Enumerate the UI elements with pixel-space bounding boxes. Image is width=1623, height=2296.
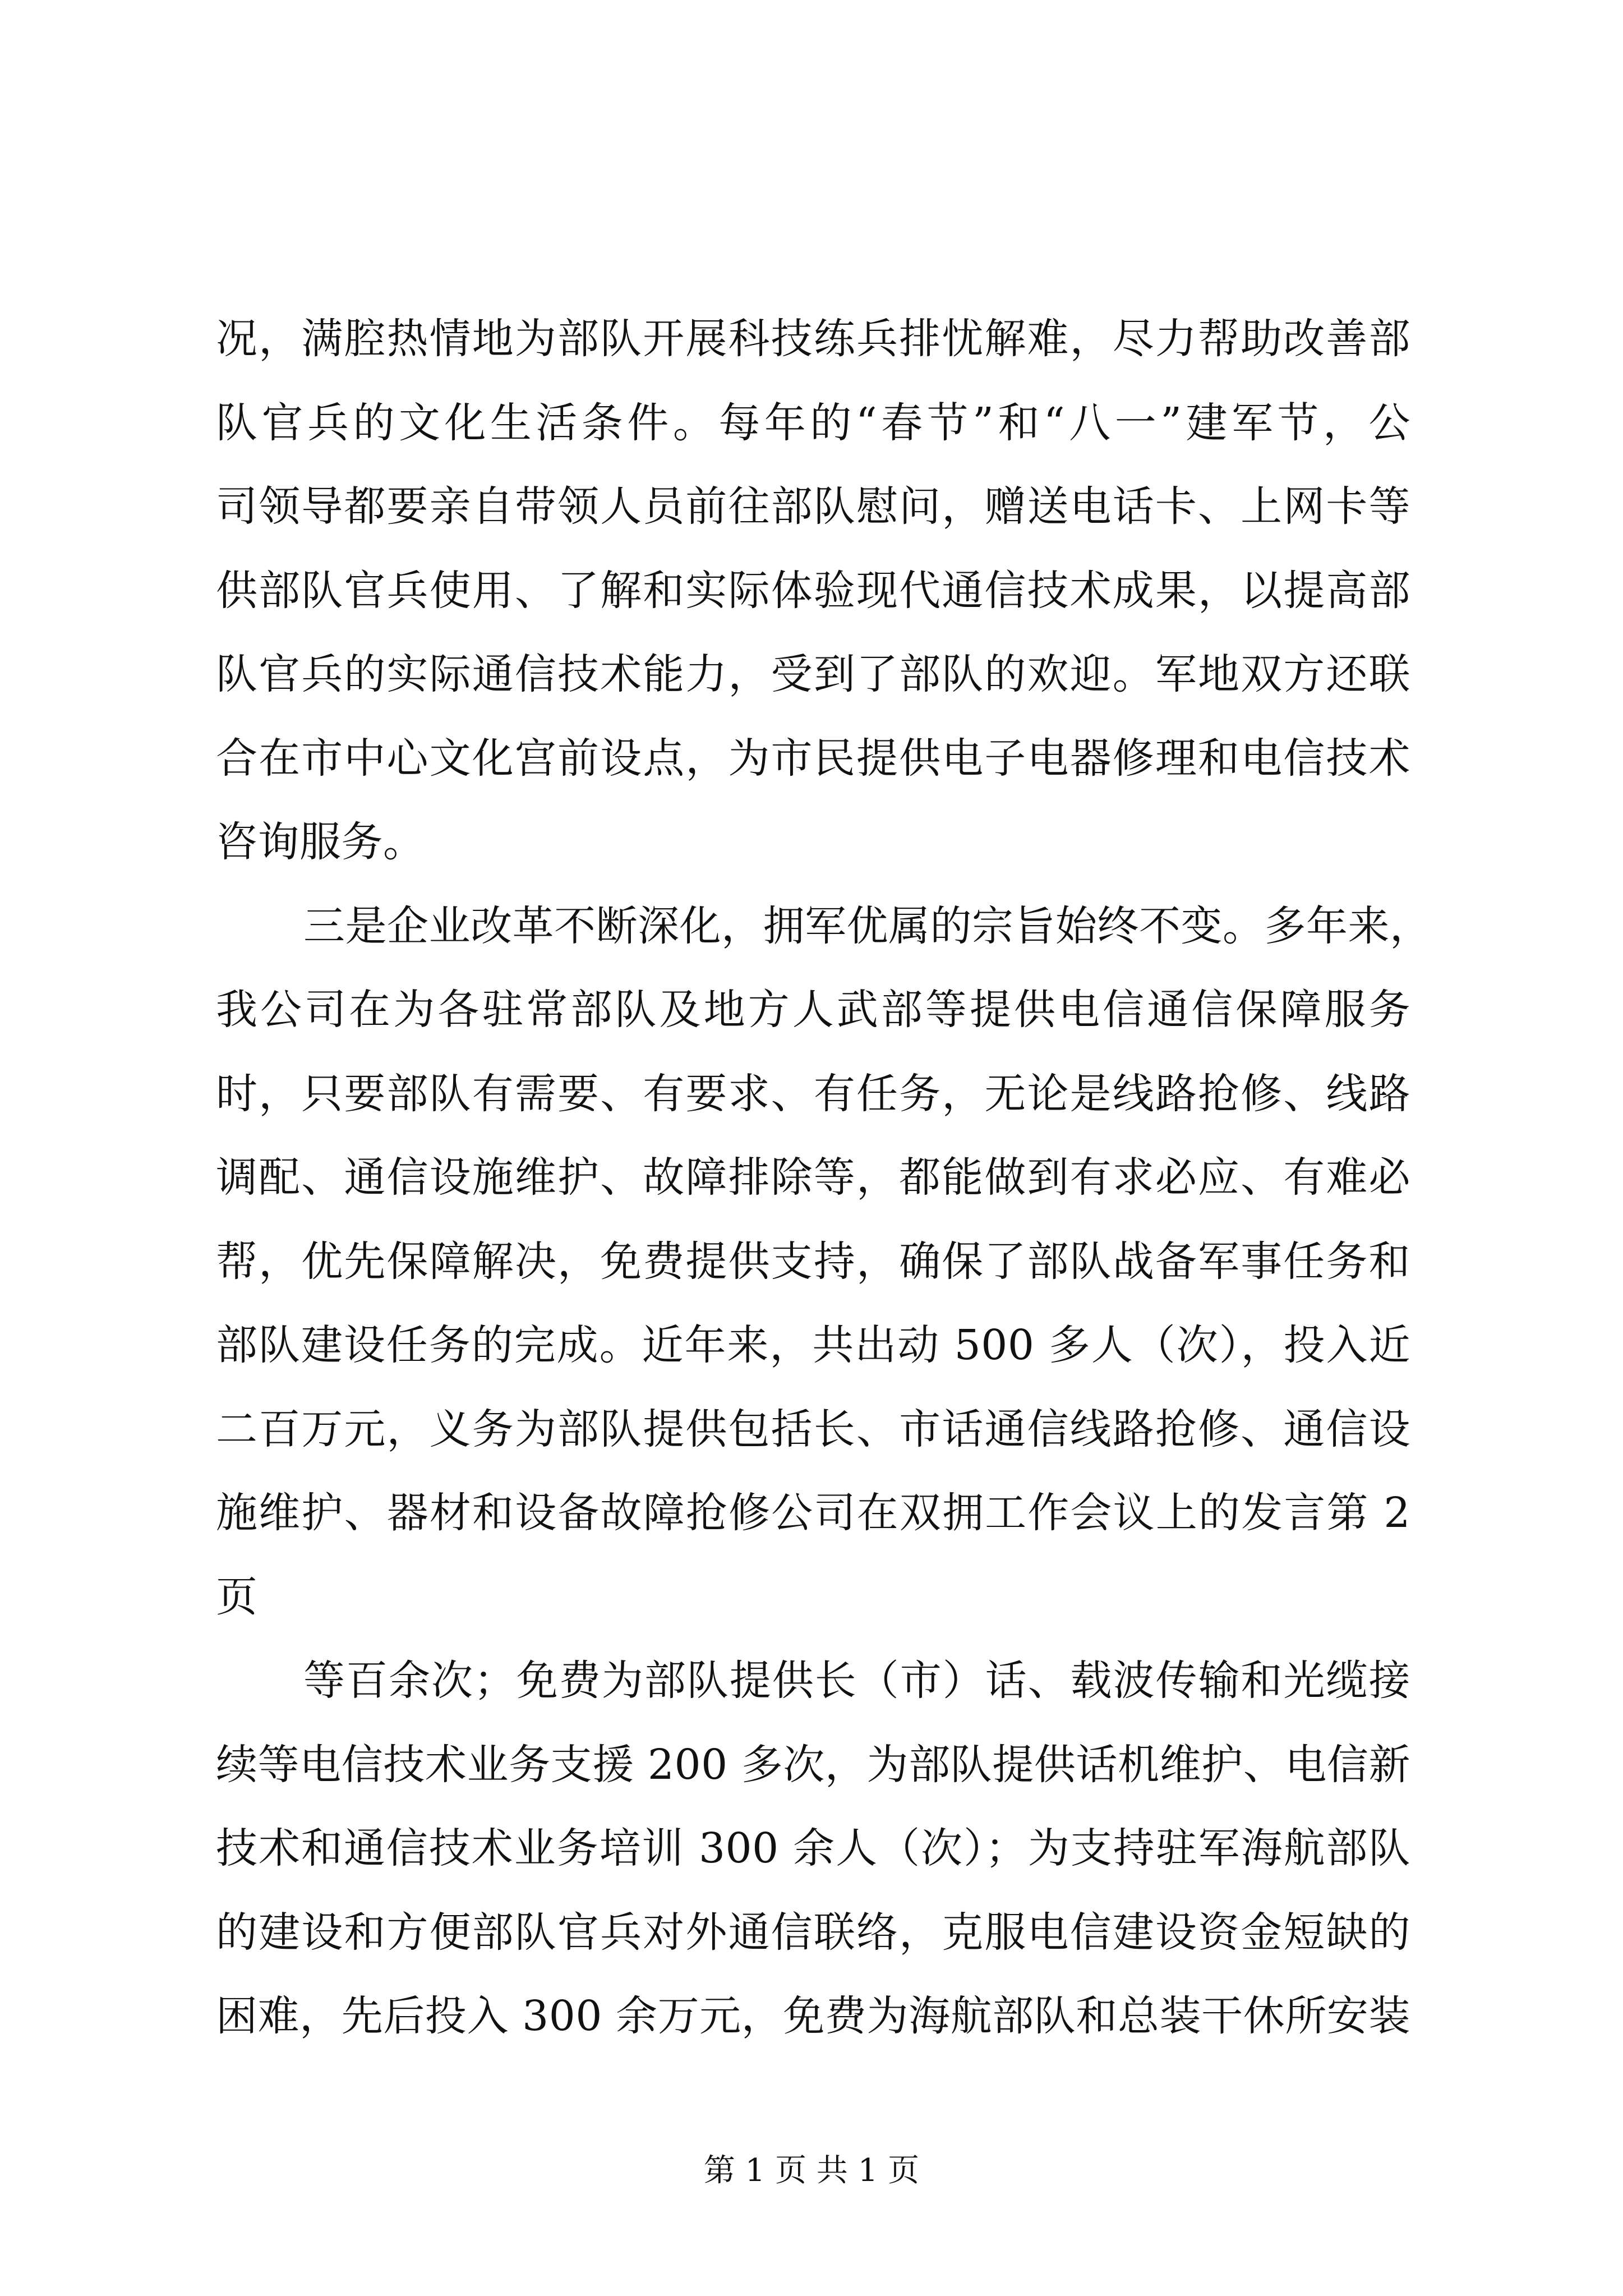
- text-line: 施维护、器材和设备故障抢修公司在双拥工作会议上的发言第 2: [216, 1489, 1410, 1537]
- text-line: 技术和通信技术业务培训 300 余人（次）；为支持驻军海航部队: [216, 1824, 1410, 1872]
- text-line: 队官兵的文化生活条件。每年的“春节”和“八一”建军节，公: [216, 398, 1410, 447]
- text-line: 二百万元，义务为部队提供包括长、市话通信线路抢修、通信设: [216, 1405, 1410, 1453]
- text-line: 司领导都要亲自带领人员前往部队慰问，赠送电话卡、上网卡等: [216, 482, 1410, 531]
- text-line: 页: [216, 1572, 258, 1621]
- text-line: 合在市中心文化宫前设点，为市民提供电子电器修理和电信技术: [216, 734, 1410, 783]
- text-line: 咨询服务。: [216, 818, 425, 866]
- text-line: 时，只要部队有需要、有要求、有任务，无论是线路抢修、线路: [216, 1069, 1410, 1118]
- text-line: 困难，先后投入 300 余万元，免费为海航部队和总装干休所安装: [216, 1992, 1410, 2040]
- text-line: 部队建设任务的完成。近年来，共出动 500 多人（次），投入近: [216, 1321, 1410, 1369]
- text-line: 况，满腔热情地为部队开展科技练兵排忧解难，尽力帮助改善部: [216, 315, 1410, 363]
- text-line: 队官兵的实际通信技术能力，受到了部队的欢迎。军地双方还联: [216, 650, 1410, 698]
- text-line: 我公司在为各驻常部队及地方人武部等提供电信通信保障服务: [216, 986, 1410, 1034]
- text-line: 的建设和方便部队官兵对外通信联络，克服电信建设资金短缺的: [216, 1908, 1410, 1957]
- paragraph-start-line: 三是企业改革不断深化，拥军优属的宗旨始终不变。多年来，: [303, 901, 1432, 950]
- text-line: 调配、通信设施维护、故障排除等，都能做到有求必应、有难必: [216, 1153, 1410, 1202]
- text-line: 供部队官兵使用、了解和实际体验现代通信技术成果，以提高部: [216, 566, 1410, 615]
- document-body: [216, 297, 1432, 2059]
- page-number-footer: 第 1 页 共 1 页: [703, 2152, 920, 2189]
- text-line: 帮，优先保障解决，免费提供支持，确保了部队战备军事任务和: [216, 1237, 1410, 1286]
- paragraph-start-line: 等百余次；免费为部队提供长（市）话、载波传输和光缆接: [303, 1657, 1410, 1705]
- text-line: 续等电信技术业务支援 200 多次，为部队提供话机维护、电信新: [216, 1740, 1410, 1789]
